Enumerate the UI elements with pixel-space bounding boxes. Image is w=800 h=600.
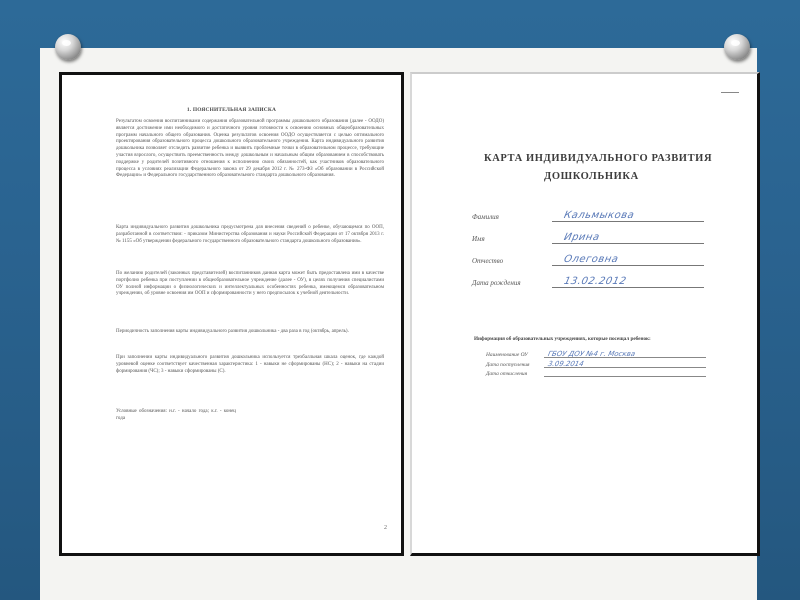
institution-name-row [486, 350, 706, 359]
patronymic-field [472, 246, 704, 268]
field-underline [552, 243, 704, 244]
info-handwritten-value: 3.09.2014 [547, 360, 585, 368]
admission-date-row [486, 360, 706, 369]
note-paragraph: Карта индивидуального развития дошкольника предусмотрена для внесения сведений о ребенке, обучающемся по ООП, разработанной в соответствии: - приказом Министерства образования и науки Российской Федерации от 17 октября 2013 г. № 1155 «Об утверждении федерального государственного образовательного стандарта дошкольного образования». [116, 225, 384, 244]
card-title [484, 150, 712, 186]
field-label: Дата рождения [472, 279, 521, 287]
note-title: 1. ПОЯСНИТЕЛЬНАЯ ЗАПИСКА [186, 107, 277, 113]
info-label: Наименование ОУ [486, 352, 528, 358]
corner-mark [721, 92, 739, 93]
note-paragraph: При заполнении карты индивидуального развития дошкольника используется трехбалльная шкала оценок, где каждой уровневой оценке соответствует качественная характеристика: 1 - навыки не сформированы (НС); 2 - навыки на стадии формирования (ЧС); 3 - навыки сформированы (С). [116, 355, 384, 374]
withdrawal-date-row [486, 369, 706, 378]
institutions-heading: Информация об образовательных учреждениях, которые посещал ребенок: [474, 336, 651, 342]
field-underline [552, 287, 704, 288]
info-label: Дата поступления [486, 362, 530, 368]
field-handwritten-value: Кальмыкова [562, 210, 636, 221]
card-title-line2: ДОШКОЛЬНИКА [544, 171, 639, 182]
page-number: 2 [384, 525, 387, 531]
note-paragraph: Условные обозначения: н.г. - начало года; к.г. - конец года [116, 409, 236, 421]
field-handwritten-value: Ирина [562, 232, 601, 243]
pushpin-icon [724, 34, 750, 60]
field-handwritten-value: Олеговна [562, 254, 620, 265]
note-paragraph: Результатом освоения воспитанниками содержания образовательной программы дошкольного образования (далее - ООДО) является достижение ими необходимого и достаточного уровня готовности к освоению основных общеобразовательных программ начального общего образования. Оценка результатов освоения ООДО осуществляется с целью оптимального проектирования образовательного процесса дошкольного образовательного учреждения. Карта индивидуального развития дошкольника позволяет отследить развитие ребенка и выявить проблемные точки в образовательном процессе, требующие участия взрослого, осуществить преемственность между дошкольным и начальным общим образованием в способствовать поддержке у родителей позитивного отношения к исполнению своих обязанностей, как участников образовательного процесса в условиях реализации Федерального закона от 29 декабря 2012 г. № 273-ФЗ «Об образовании в Российской Федерации» и Федерального государственного образовательного стандарта дошкольного образования. [116, 119, 384, 179]
note-paragraph: Периодичность заполнения карты индивидуального развития дошкольника - два раза в год (октябрь, апрель). [116, 329, 349, 334]
info-underline [544, 376, 706, 377]
field-label: Отчество [472, 257, 504, 265]
explanatory-note-page [59, 72, 404, 556]
surname-field [472, 202, 704, 224]
birth-date-field [472, 268, 704, 290]
info-label: Дата отчисления [486, 371, 528, 377]
field-label: Имя [472, 235, 485, 243]
field-label: Фамилия [472, 213, 499, 221]
first-name-field [472, 224, 704, 246]
field-underline [552, 221, 704, 222]
card-title-line1: КАРТА ИНДИВИДУАЛЬНОГО РАЗВИТИЯ [484, 153, 713, 164]
info-handwritten-value: ГБОУ ДОУ №4 г. Москва [547, 350, 636, 358]
field-handwritten-value: 13.02.2012 [562, 276, 628, 287]
note-paragraph: По желанию родителей (законных представителей) воспитанников данная карта может быть предоставлена ими в качестве портфолио ребенка при поступлении в общеобразовательное учреждение (далее - ОУ), в целях получения специалистами ОУ полной информации о физиологических и интеллектуальных особенностях ребенка, имеющемся образовательном учреждении, об уровне освоения им ООП и сформированности у него предпосылок к учебной деятельности. [116, 271, 384, 297]
field-underline [552, 265, 704, 266]
development-card-page [410, 72, 760, 556]
pushpin-icon [55, 34, 81, 60]
